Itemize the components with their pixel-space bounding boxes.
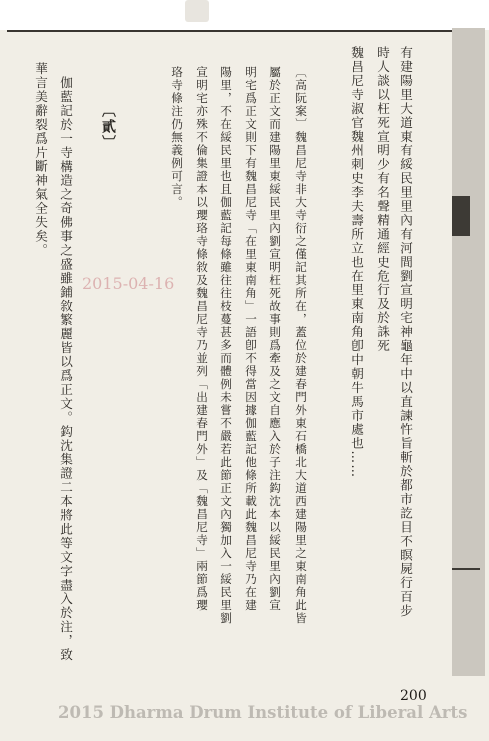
page-number: 200 [400,688,427,704]
page-edge-tab [452,196,470,236]
text-column-2: 時人談以枉死宣明少有名聲精通經史危行及於誅死 [375,46,390,353]
text-column-9: 珞寺條注仍無義例可言。 [170,66,184,209]
section-heading: 〔貳〕 [100,103,116,151]
text-column-1: 有建陽里大道東有綏民里里內有河間劉宣明宅神龜年中以直諫忤旨斬於都市訖目不瞑屍行百步 [398,46,413,618]
text-column-6: 明宅爲正文則下有魏昌尼寺「在里東南角」一語卽不得當因據伽藍記他條所載此魏昌尼寺乃在建 [244,66,258,612]
page-edge-line [452,568,480,570]
text-column-11: 華言美辭裂爲片斷神氣全失矣。 [33,62,48,258]
text-column-8: 宣明宅亦殊不倫集證本以瓔珞寺條敘及魏昌尼寺乃並列「出建春門外」及「魏昌尼寺」兩節爲瓔 [195,66,209,612]
scan-tab-mark [185,0,209,22]
text-column-7: 陽里，不在綏民里也且伽藍記每條雖往往枝蔓甚多而體例未嘗不嚴若此節正文內獨加入一綏民里劉 [219,66,233,625]
scan-edge-bar [452,28,485,676]
watermark-footer: 2015 Dharma Drum Institute of Liberal Arts [58,703,468,722]
text-column-4: 〔高阮案〕魏昌尼寺非大寺衍之僅記其所在，蓋位於建春門外東石橋北大道西建陽里之東南角此皆 [294,66,308,625]
scan-top-margin [0,0,489,30]
watermark-date: 2015-04-16 [82,274,175,293]
text-column-10: 伽藍記於一寺構造之奇佛事之盛雖鋪敘繁麗皆以爲正文。鈎沈集證二本將此等文字盡入於注，致 [58,76,73,662]
text-column-3: 魏昌尼寺淑官魏州刺史李夫壽所立也在里東南角卽中朝牛馬市處也…… [349,46,364,479]
text-column-5: 屬於正文而建陽里東綏民里內劉宣明枉死故事則爲牽及之文自應入於子注鈎沈本以綏民里內劉宣 [268,66,282,612]
